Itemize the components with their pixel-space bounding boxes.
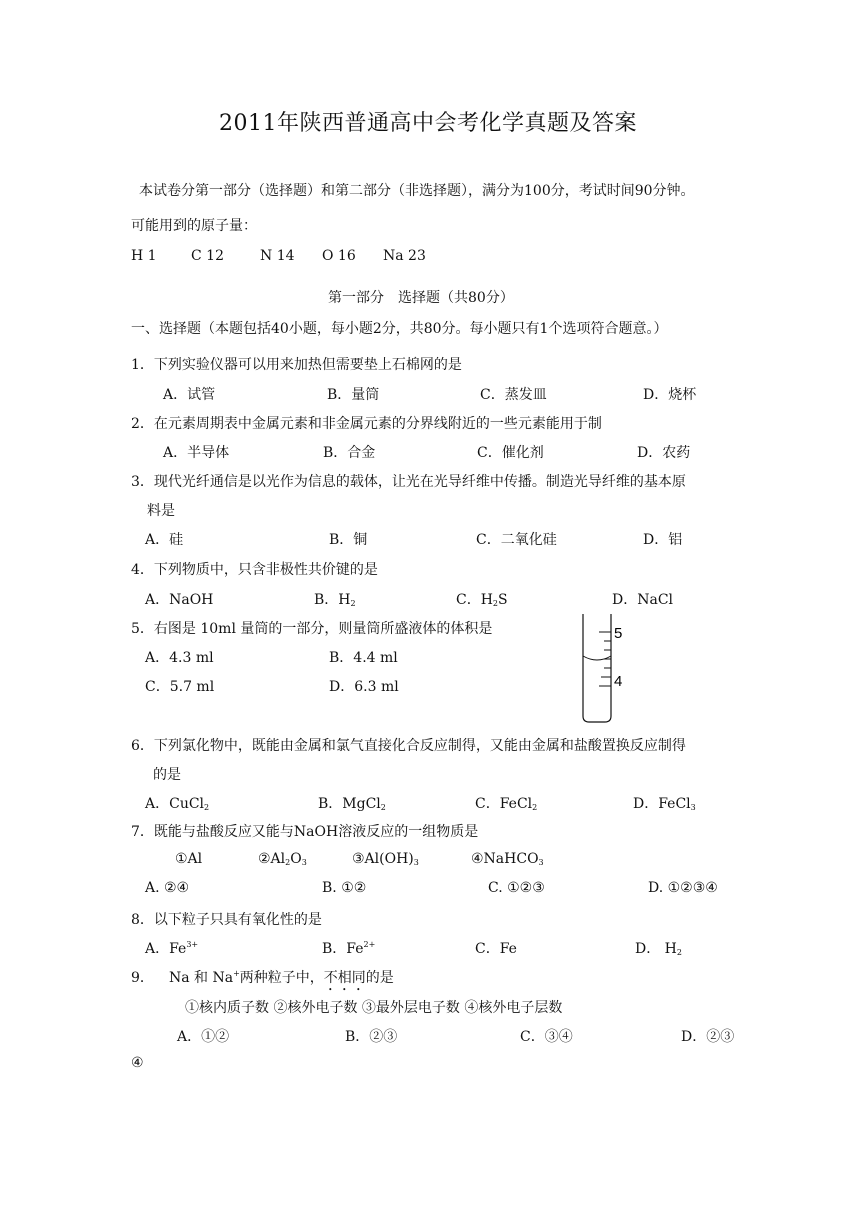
q1-stem: 1．下列实验仪器可以用来加热但需要垫上石棉网的是	[131, 357, 462, 373]
atomic-mass-h: H 1	[131, 248, 157, 264]
q8-option-b: B．$Fe^{2+}$	[322, 940, 376, 957]
q5-option-b: B．4.4 ml	[329, 650, 398, 666]
q1-option-b: B．量筒	[327, 387, 380, 403]
q3-option-a: A．硅	[145, 532, 184, 548]
q1-option-a: A．试管	[163, 387, 216, 403]
q1-option-c: C．蒸发皿	[480, 387, 547, 403]
q8-option-c: C．Fe	[475, 941, 517, 957]
q4-stem: 4．下列物质中，只含非极性共价键的是	[131, 562, 378, 578]
q4-option-c: C．$H_2S$	[456, 592, 508, 608]
scale-label-top: 5	[614, 625, 623, 642]
q9-option-c: C．③④	[520, 1029, 573, 1045]
q9-option-a: A．①②	[177, 1029, 230, 1045]
atomic-mass-o: O 16	[322, 248, 356, 264]
q6-option-c: C．FeCl$_2$	[475, 796, 538, 812]
q5-stem: 5．右图是 10ml 量筒的一部分，则量筒所盛液体的体积是	[131, 621, 493, 637]
q3-stem-line2: 料是	[147, 503, 175, 519]
q9-option-d-wrap: ④	[131, 1055, 144, 1071]
scale-label-bottom: 4	[614, 673, 623, 690]
q7-option-c: C. ①②③	[488, 880, 545, 896]
q6-option-d: D．FeCl$_3$	[633, 796, 696, 812]
q6-option-b: B．MgCl$_2$	[318, 796, 386, 812]
q1-option-d: D．烧杯	[643, 387, 697, 403]
q4-option-a: A．NaOH	[145, 592, 214, 608]
q9-option-d: D．②③	[681, 1029, 735, 1045]
q7-option-b: B. ①②	[322, 880, 367, 896]
q8-option-d: D． $H_2$	[635, 941, 682, 957]
q2-stem: 2．在元素周期表中金属元素和非金属元素的分界线附近的一些元素能用于制	[131, 416, 602, 432]
q7-item-2: $②Al_2O_3$	[258, 851, 307, 867]
q3-option-b: B．铜	[329, 532, 368, 548]
q3-stem-line1: 3．现代光纤通信是以光作为信息的载体，让光在光导纤维中传播。制造光导纤维的基本原	[131, 474, 686, 490]
q4-option-d: D．NaCl	[612, 592, 674, 608]
q6-option-a: A．CuCl$_2$	[145, 796, 210, 812]
q2-option-d: D．农药	[637, 445, 691, 461]
section1-heading: 一、选择题（本题包括40小题，每小题2分，共80分。每小题只有1个选项符合题意。）	[131, 321, 668, 337]
graduated-cylinder-figure	[575, 612, 635, 724]
atomic-mass-label: 可能用到的原子量：	[131, 218, 257, 234]
q7-stem: 7．既能与盐酸反应又能与NaOH溶液反应的一组物质是	[131, 824, 479, 840]
q2-option-c: C．催化剂	[477, 445, 544, 461]
q6-stem-line1: 6．下列氯化物中，既能由金属和氯气直接化合反应制得，又能由金属和盐酸置换反应制得	[131, 738, 686, 754]
q6-stem-line2: 的是	[153, 767, 181, 783]
page-title: 2011年陕西普通高中会考化学真题及答案	[219, 111, 637, 136]
q5-option-a: A．4.3 ml	[145, 650, 214, 666]
q7-option-d: D. ①②③④	[648, 880, 718, 896]
q5-option-d: D．6.3 ml	[329, 679, 399, 695]
q3-option-d: D．铝	[643, 532, 683, 548]
q7-item-4: ④NaHCO$_3$	[471, 851, 544, 867]
q7-item-1: ①Al	[175, 851, 203, 867]
q9-items: ①核内质子数 ②核外电子数 ③最外层电子数 ④核外电子层数	[185, 1000, 563, 1016]
q2-option-b: B．合金	[323, 445, 376, 461]
q4-option-b: B．$H_2$	[314, 592, 356, 608]
q7-option-a: A. ②④	[145, 880, 190, 896]
q7-item-3: $③Al(OH)_3$	[352, 851, 419, 867]
q3-option-c: C．二氧化硅	[476, 532, 557, 548]
q5-option-c: C．5.7 ml	[145, 679, 215, 695]
q2-option-a: A．半导体	[163, 445, 230, 461]
q8-option-a: A．$Fe^{3+}$	[145, 940, 199, 957]
q9-number: 9．	[131, 970, 154, 986]
atomic-mass-na: Na 23	[383, 248, 426, 264]
q8-stem: 8．以下粒子只具有氧化性的是	[131, 912, 322, 928]
atomic-mass-n: N 14	[260, 248, 295, 264]
part1-title: 第一部分 选择题（共80分）	[328, 290, 514, 306]
intro-text: 本试卷分第一部分（选择题）和第二部分（非选择题），满分为100分，考试时间90分钟。	[139, 183, 695, 199]
q9-option-b: B．②③	[345, 1029, 398, 1045]
atomic-mass-c: C 12	[191, 248, 224, 264]
q9-stem: Na 和 Na+两种粒子中，不相同的是	[169, 969, 394, 986]
